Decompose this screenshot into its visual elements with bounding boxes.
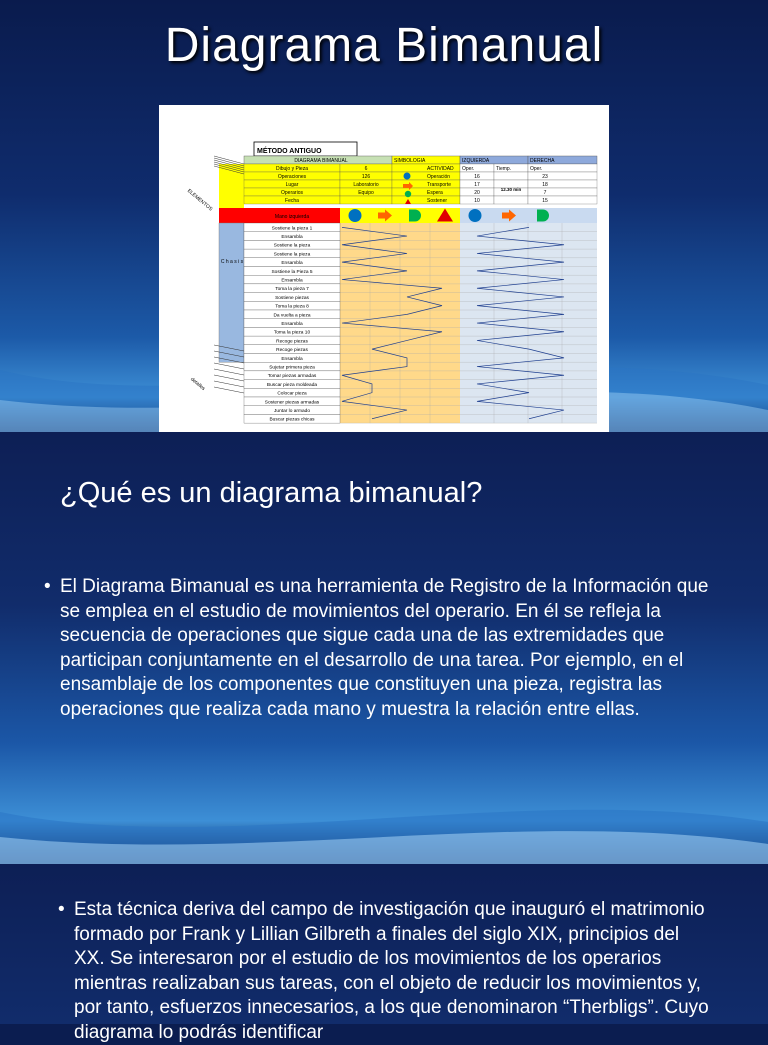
step-label: Sostiene la pieza	[273, 252, 311, 258]
step-label: Sostiene la pieza 1	[271, 226, 313, 232]
bullet-dot: •	[58, 899, 65, 920]
left-count: 17	[474, 182, 480, 188]
symbol-circle	[469, 209, 482, 222]
chasis-block	[219, 223, 244, 362]
bimanual-diagram-image	[159, 105, 609, 432]
stair-line	[214, 375, 244, 381]
time-value: 12.30 min	[500, 187, 522, 192]
stair-line	[214, 381, 244, 387]
method-title: MÉTODO ANTIGUO	[257, 148, 322, 155]
slide-history	[0, 864, 768, 1043]
bullet-dot: •	[44, 576, 51, 597]
side-label-top: ELEMENTOS	[185, 188, 214, 213]
definition-text: El Diagrama Bimanual es una herramienta de Registro de la Información que se emplea en el estudio de movimientos del operario. En él se refleja la secuencia de operaciones que sigue cada una de las extremidades que participan conjuntamente en el desarrollo de una tarea. Por ejemplo, en el ensamblaje de los componentes que constituyen una pieza, registra las operaciones que realiza cada mano y muestra la relación entre ellas.	[60, 576, 709, 720]
history-paragraph	[58, 898, 714, 1045]
info-label: Lugar	[285, 182, 299, 188]
step-label: Sujetar primera pieza	[269, 365, 315, 371]
step-label: Sostiene piezas	[275, 295, 309, 301]
info-label: Dibujo y Pieza	[276, 166, 308, 172]
slide-title-text: Diagrama Bimanual	[164, 19, 604, 72]
info-label: Operaciones	[277, 174, 307, 180]
header-symbology: SIMBOLOGIA	[394, 158, 426, 164]
info-value: 6	[364, 166, 368, 172]
step-label: Da vuelta a pieza	[273, 313, 311, 319]
info-sym: Operación	[427, 174, 451, 180]
step-label: Buscar piezas chicas	[269, 417, 315, 423]
step-label: Sostener piezas armadas	[264, 400, 320, 406]
header-main: DIAGRAMA BIMANUAL	[294, 158, 348, 164]
oper-header-right: Oper.	[530, 166, 543, 172]
info-sym: Transporte	[427, 182, 451, 188]
oper-header: Oper.	[462, 166, 475, 172]
step-label: Buscar pieza moldeada	[266, 382, 318, 388]
operation-symbol	[404, 173, 411, 180]
slide-title	[0, 0, 768, 432]
info-right-cell	[528, 172, 597, 180]
info-value-cell	[340, 196, 392, 204]
left-count: 10	[474, 198, 480, 204]
symbol-d	[409, 210, 421, 222]
step-label: Toma la pieza 7	[275, 287, 309, 293]
symbol-d	[537, 210, 549, 222]
right-count: 18	[542, 182, 548, 188]
red-row-left	[219, 208, 244, 223]
info-sym: Sostener	[427, 198, 448, 204]
info-right-cell	[528, 188, 597, 196]
header-left: IZQUIERDA	[462, 158, 490, 164]
info-value: Equipo	[358, 190, 374, 196]
step-label: Tomar piezas armadas	[267, 374, 317, 380]
info-time-cell	[494, 172, 528, 180]
step-label: Ensambla	[281, 261, 303, 267]
info-sym: Espera	[427, 190, 443, 196]
step-label: Sostiene la pieza	[273, 243, 311, 249]
info-value: 126	[361, 174, 371, 180]
wait-symbol	[405, 191, 411, 197]
right-count: 23	[542, 174, 548, 180]
step-label: Recoge piezas	[276, 339, 308, 345]
red-row-label: Mano izquierda	[274, 214, 310, 220]
section-heading: ¿Qué es un diagrama bimanual?	[60, 477, 483, 509]
stair-line	[214, 387, 244, 393]
stair-line	[214, 156, 244, 164]
left-count: 20	[474, 190, 480, 196]
info-value: Laboratorio	[353, 182, 379, 188]
bimanual-diagram	[159, 105, 609, 432]
right-count: 15	[542, 198, 548, 204]
symbol-circle	[349, 209, 362, 222]
info-sym-cell	[392, 196, 460, 204]
left-count: 16	[474, 174, 480, 180]
chasis-label: C h a s i s	[220, 259, 244, 265]
step-label: Ensambla	[281, 356, 303, 362]
side-label-bottom: detalles	[189, 376, 207, 393]
info-sym-cell	[392, 188, 460, 196]
definition-paragraph	[44, 575, 720, 722]
step-label: Toma la pieza 8	[275, 304, 309, 310]
step-label: Juntar lo armado	[274, 409, 310, 414]
step-label: Recoge piezas	[276, 348, 308, 354]
step-label: Ensambla	[281, 278, 303, 284]
info-label: Operarios	[281, 190, 303, 196]
time-header: Tiemp.	[496, 166, 512, 172]
stair-line	[214, 369, 244, 375]
wave-decoration	[0, 782, 768, 864]
info-label: Fecha	[285, 198, 299, 204]
step-label: Ensambla	[281, 235, 303, 240]
stair-line	[214, 363, 244, 369]
step-label: Ensambla	[281, 322, 303, 327]
info-right-cell	[528, 180, 597, 188]
step-label: Toma la pieza 10	[273, 330, 311, 336]
info-sym: ACTIVIDAD	[427, 166, 454, 172]
info-right-cell	[528, 196, 597, 204]
right-count: 7	[543, 190, 547, 196]
step-label: Sostiene la Pieza 5	[271, 269, 313, 275]
history-text: Esta técnica deriva del campo de investigación que inauguró el matrimonio formado por Frank y Lillian Gilbreth a finales del siglo XIX, principios del XX. Se interesaron por el estudio de los movimientos de los operarios mientras realizaban sus tareas, con el objeto de reducir los movimientos y, por tanto, esfuerzos innecesarios, a los que denominaron “Therbligs”. Cuyo diagrama lo podrás identificar	[74, 899, 709, 1043]
info-time-cell	[494, 196, 528, 204]
step-label: Colocar pieza	[277, 391, 307, 397]
slide-definition	[0, 432, 768, 864]
header-right: DERECHA	[530, 158, 555, 164]
